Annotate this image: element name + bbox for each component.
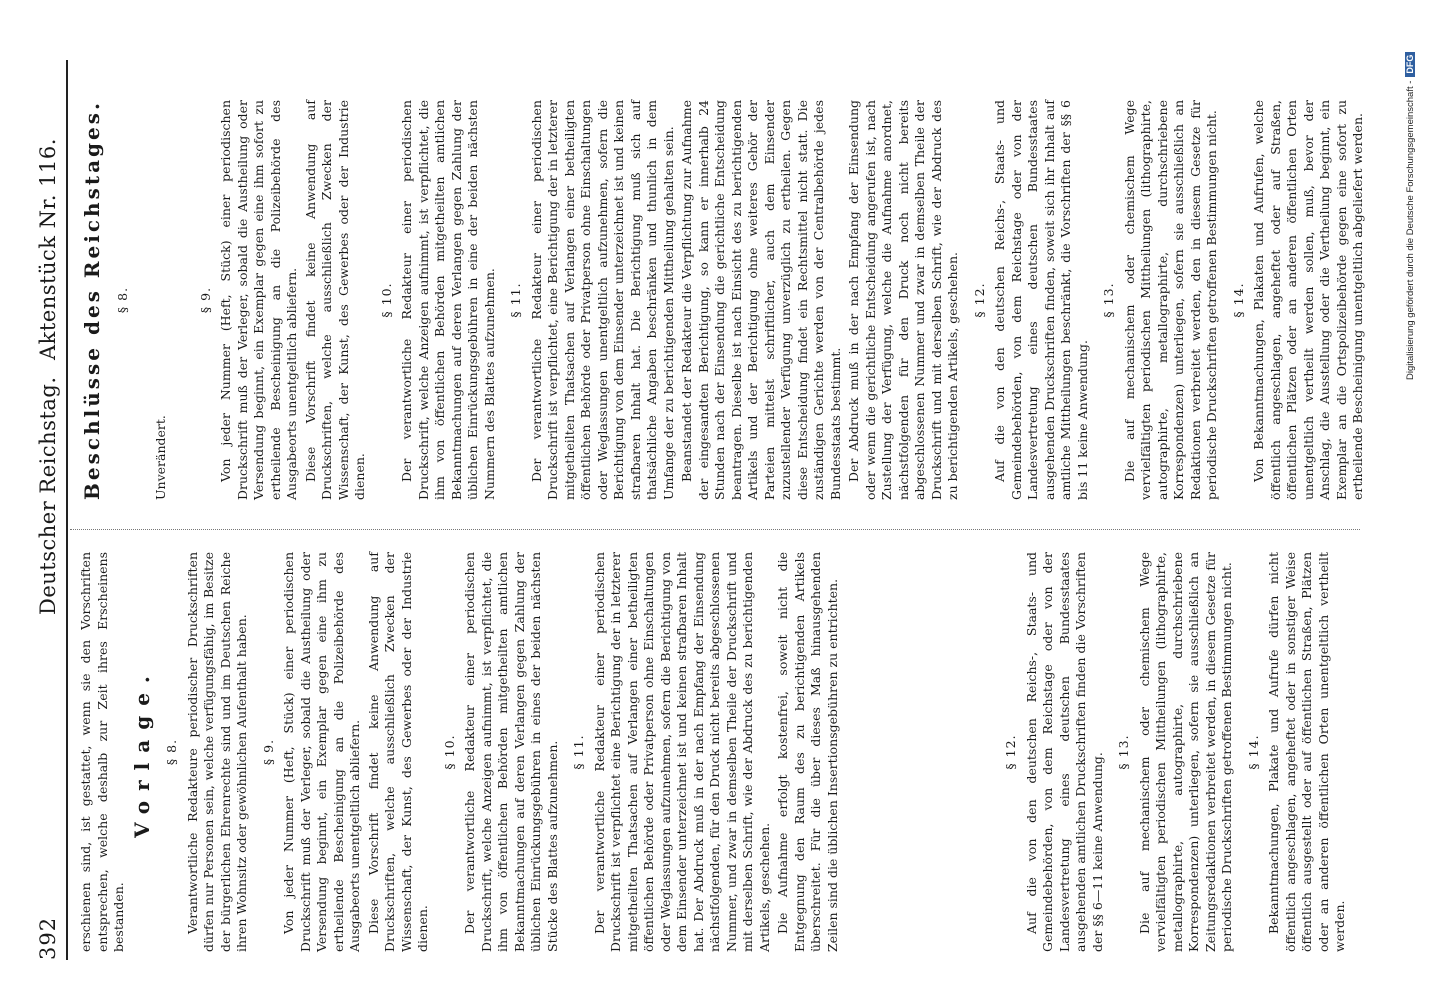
page-number: 392	[36, 916, 60, 960]
header-rule	[66, 60, 68, 960]
left-section-9-number: § 9.	[260, 738, 276, 766]
right-section-12-text: Auf die von den deutschen Reichs-, Staats- und Gemeindebehörden, von dem Reichstage oder von der Landesvertretung eines deutschen Bundesstaates ausgehenden Druckschriften finden, soweit sich ihr Inhalt auf amtliche Mittheilungen beschränkt, die Vorschriften der §§ 6 bis 11 keine Anwendung.	[992, 100, 1090, 500]
left-section-10-text: Der verantwortliche Redakteur einer periodischen Druckschrift, welche Anzeigen aufnimmt, ist verpflichtet, die ihm von öffentlichen Behörden mitgetheilten amtlichen Bekanntmachungen auf deren Verlangen gegen Zahlung der üblichen Einrückungsgebühren in eines der beiden nächsten Stücke des Blattes aufzunehmen.	[462, 552, 560, 952]
left-section-11-text: Der verantwortliche Redakteur einer periodischen Druckschrift ist verpflichtet eine Berichtigung der in letzterer mitgetheilten Thatsachen auf Verlangen einer betheiligten öffentlichen Behörde oder Privatperson ohne Einschaltungen oder Weglassungen aufzunehmen, sofern die Berichtigung von dem Einsender unterzeichnet ist und keinen strafbaren Inhalt hat. Der Abdruck muß in der nach Empfang der Einsendung nächstfolgenden, für den Druck nicht bereits abgeschlossenen Nummer, und zwar in demselben Theile der Druckschrift und mit derselben Schrift, wie der Abdruck des zu berichtigenden Artikels, geschehen.	[591, 552, 772, 952]
right-column	[78, 100, 1369, 500]
header-title: Deutscher Reichstag.	[36, 376, 60, 615]
right-section-14-text: Von Bekanntmachungen, Plakaten und Aufrufen, welche öffentlich angeschlagen, angeheftet oder auf Straßen, öffentlichen Plätzen oder an anderen öffentlichen Orten unentgeltlich vertheilt werden sollen, muß, bevor der Anschlag, die Ausstellung oder die Vertheilung beginnt, ein Exemplar an die Ortspolizeibehörde gegen eine sofort zu ertheilende Bescheinigung unentgeltlich abgeliefert werden.	[1251, 100, 1365, 500]
digitization-credit-text: Digitalisierung gefördert durch die Deutsche Forschungsgemeinschaft -	[1405, 80, 1416, 380]
left-section-12-text: Auf die von den deutschen Reichs-, Staats- und Gemeindebehörden, von dem Reichstage oder von der Landesvertretung eines deutschen Bundesstaates ausgehenden amtlichen Druckschriften finden die Vorschriften der §§ 6—11 keine Anwendung.	[1023, 552, 1105, 952]
right-section-10-text: Der verantwortliche Redakteur einer periodischen Druckschrift, welche Anzeigen aufnimmt, ist verpflichtet, die ihm von öffentlichen Behörden mitgetheilten amtlichen Bekanntmachungen auf deren Verlangen gegen Zahlung der üblichen Einrückungsgebühren in eine der beiden nächsten Nummern des Blattes aufzunehmen.	[399, 100, 497, 500]
right-section-8-number: § 8.	[114, 286, 130, 314]
left-section-11-text2: Die Aufnahme erfolgt kostenfrei, soweit nicht die Entgegnung den Raum des zu berichtigenden Artikels überschreitet. Für die über dieses Maß hinausgehenden Zeilen sind die üblichen Insertionsgebühren zu entrichten.	[775, 552, 840, 952]
right-section-10-number: § 10.	[378, 282, 394, 318]
right-section-14-number: § 14.	[1230, 282, 1246, 318]
right-section-13-text: Die auf mechanischem oder chemischem Wege vervielfältigten periodischen Mittheilungen (lithographirte, autographirte, metallographirte, durchschriebene Korrespondenzen) unterliegen, sofern sie ausschließlich an Redaktionen verbreitet werden, den in diesem Gesetze für periodische Druckschriften getroffenen Bestimmungen nicht.	[1121, 100, 1219, 500]
right-section-12-number: § 12.	[971, 282, 987, 318]
left-section-13-number: § 13.	[1116, 734, 1131, 770]
left-spacer	[843, 552, 993, 952]
right-column-title: Beschlüsse des Reichstages.	[80, 100, 104, 500]
left-column-title: Vorlage.	[129, 666, 154, 838]
column-divider	[70, 529, 1360, 530]
left-section-14-number: § 14.	[1245, 734, 1261, 770]
left-section-9-text2: Diese Vorschrift findet keine Anwendung auf Druckschriften, welche ausschließlich Zwecken der Wissenschaft, der Kunst, des Gewerbes oder der Industrie dienen.	[365, 552, 430, 952]
right-section-9-text: Von jeder Nummer (Heft, Stück) einer periodischen Druckschrift muß der Verleger, sobald die Austheilung oder Versendung beginnt, ein Exemplar gegen eine ihm sofort zu ertheilende Bescheinigung an die Polizeibehörde des Ausgabeorts unentgeltlich abliefern.	[218, 100, 299, 500]
right-section-11-number: § 11.	[508, 282, 523, 318]
digitization-credit	[1405, 52, 1416, 380]
left-section-9-text: Von jeder Nummer (Heft, Stück) einer periodischen Druckschrift muß der Verleger, sobald die Austheilung oder Versendung beginnt, ein Exemplar gegen eine ihm zu ertheilende Bescheinigung an die Polizeibehörde des Ausgabeorts unentgeltlich abliefern.	[281, 552, 362, 952]
dfg-logo: DFG	[1405, 52, 1415, 77]
right-section-11-text2: Beanstandet der Redakteur die Verpflichtung zur Aufnahme der eingesandten Berichtigung, so kann er innerhalb 24 Stunden nach der Einsendung die gerichtliche Entscheidung beantragen. Dieselbe ist nach Einsicht des zu berichtigenden Artikels und der Berichtigung ohne weiteres Gehör der Parteien mittelst schriftlicher, auch dem Einsender zuzustellender Verfügung unverzüglich zu ertheilen. Gegen diese Entscheidung findet ein Rechtsmittel nicht statt. Die zuständigen Gerichte werden von der Centralbehörde jedes Bundesstaats bestimmt.	[679, 100, 843, 500]
left-intro: erschienen sind, ist gestattet, wenn sie den Vorschriften entsprechen, welche deshalb zur Zeit ihres Erscheinens bestanden.	[78, 552, 126, 952]
right-section-11-text: Der verantwortliche Redakteur einer periodischen Druckschrift ist verpflichtet, eine Berichtigung der in letzterer mitgetheilten Thatsachen auf Verlangen einer betheiligten öffentlichen Behörde oder Privatperson ohne Einschaltungen oder Weglassungen unentgeltlich aufzunehmen, sofern die Berichtigung von dem Einsender unterzeichnet ist und keinen strafbaren Inhalt hat. Die Berichtigung muß sich auf thatsächliche Angaben beschränken und thunlich in dem Umfange der zu berichtigenden Mittheilung gehalten sein.	[528, 100, 676, 500]
left-section-12-number: § 12.	[1003, 734, 1018, 770]
left-section-8-text: Verantwortliche Redakteure periodischer Druckschriften dürfen nur Personen sein, welche verfügungsfähig, im Besitze der bürgerlichen Ehrenrechte sind und im Deutschen Reiche ihren Wohnsitz oder gewöhnlichen Aufenthalt haben.	[184, 552, 249, 952]
right-section-11-text3: Der Abdruck muß in der nach Empfang der Einsendung oder wenn die gerichtliche Entscheidung angerufen ist, nach Zustellung der Verfügung, welche die Aufnahme anordnet, nächstfolgenden für den Druck noch nicht bereits abgeschlossenen Nummer und zwar in demselben Theile der Druckschrift und mit derselben Schrift, wie der Abdruck des zu berichtigenden Artikels, geschehen.	[846, 100, 960, 500]
left-section-14-text: Bekanntmachungen, Plakate und Aufrufe dürfen nicht öffentlich angeschlagen, angeheftet oder in sonstiger Weise öffentlich ausgestellt oder auf öffentlichen Straßen, Plätzen oder an anderen öffentlichen Orten unentgeltlich vertheilt werden.	[1266, 552, 1347, 952]
left-section-11-number: § 11.	[571, 734, 586, 770]
header-document-number: Aktenstück Nr. 116.	[36, 138, 60, 360]
left-section-8-number: § 8.	[164, 738, 179, 766]
right-section-13-number: § 13.	[1101, 282, 1116, 318]
page-header	[28, 60, 68, 960]
right-section-9-text2: Diese Vorschrift findet keine Anwendung auf Druckschriften, welche ausschließlich Zwecken der Wissenschaft, der Kunst, des Gewerbes oder der Industrie dienen.	[302, 100, 367, 500]
left-section-10-number: § 10.	[441, 734, 457, 770]
right-section-8-text: Unverändert.	[153, 415, 168, 500]
right-section-9-number: § 9.	[197, 286, 213, 314]
left-section-13-text: Die auf mechanischem oder chemischem Wege vervielfältigten periodischen Mittheilungen (lithographirte, metallographirte, autographirte, durchschriebene Korrespondenzen) unterliegen, sofern sie ausschließlich an Zeitungsredaktionen verbreitet werden, in diesem Gesetze für periodische Druckschriften getroffenen Bestimmungen nicht.	[1136, 552, 1234, 952]
left-column	[78, 552, 1351, 952]
